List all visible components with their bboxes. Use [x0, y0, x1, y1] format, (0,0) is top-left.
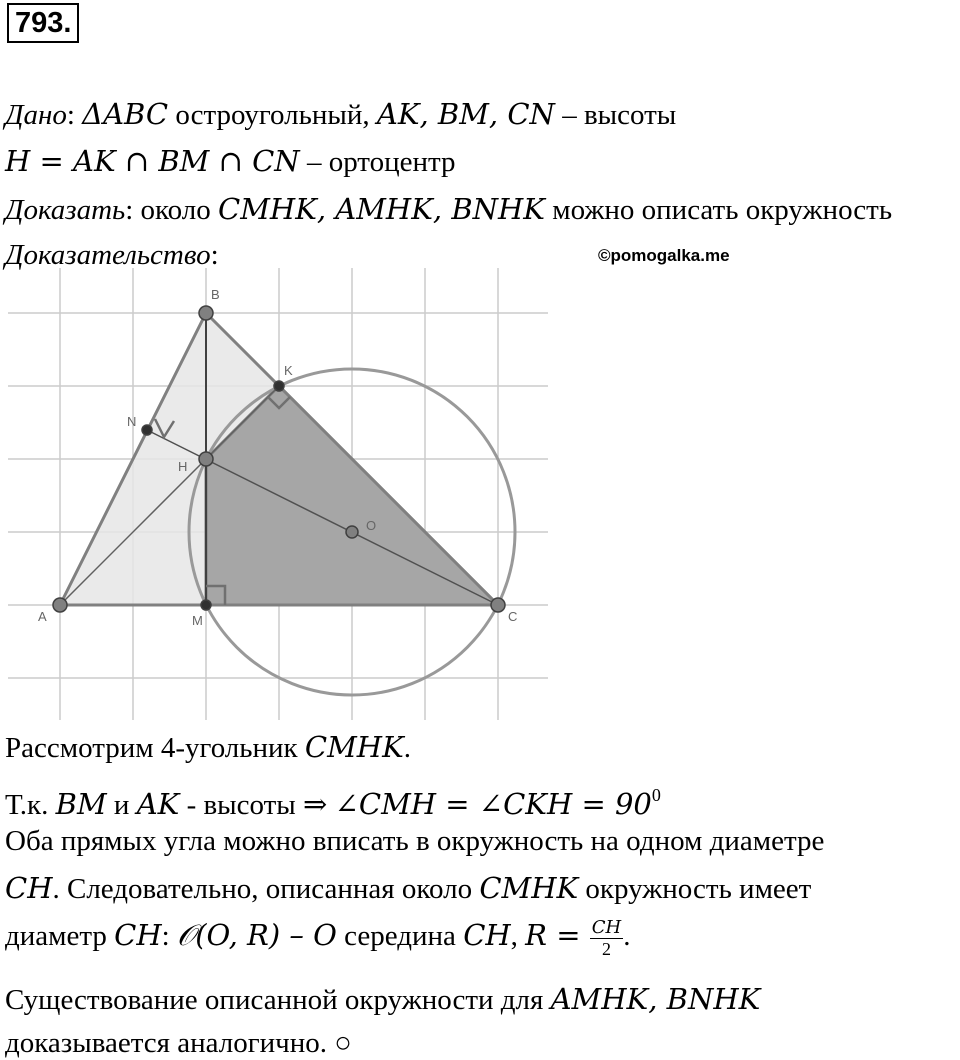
heights-list: AK, BM, CN — [376, 97, 555, 131]
proof-l6-m: AMHK, BNHK — [550, 982, 761, 1016]
label-n: N — [127, 414, 137, 429]
proof-l5-m2: 𝒪(O, R) – O — [176, 918, 337, 953]
prove-line — [5, 192, 892, 227]
fraction-denominator: 2 — [601, 939, 611, 959]
point-b — [199, 306, 213, 320]
proof-l2-m2: AK — [136, 787, 180, 821]
proof-line-1 — [5, 730, 411, 765]
proof-l1-text: Рассмотрим 4-угольник — [5, 732, 305, 764]
proof-l5-b: : — [161, 920, 177, 953]
proof-l4-m1: CH — [5, 871, 53, 905]
point-k — [274, 381, 284, 391]
proof-l1-end: . — [403, 732, 411, 764]
prove-quads: CMHK, AMHK, BNHK — [218, 192, 545, 226]
point-m — [201, 600, 211, 610]
label-k: K — [284, 363, 293, 378]
proof-l5-m4: R = — [525, 918, 590, 953]
point-o — [346, 526, 358, 538]
proof-l4-a: . Следовательно, описанная около — [52, 873, 480, 905]
point-c — [491, 598, 505, 612]
orthocenter-line — [5, 144, 456, 179]
proof-l5-c: середина — [336, 920, 464, 953]
given-text1: остроугольный, — [168, 99, 377, 131]
proof-line-5 — [5, 918, 630, 959]
given-label: Дано — [5, 99, 67, 131]
given-text2: – высоты — [554, 99, 677, 131]
proof-l2-a: Т.к. — [5, 789, 56, 821]
proof-line-3: Оба прямых угла можно вписать в окружность на одном диаметре — [5, 825, 825, 857]
proof-label-line: Доказательство: — [5, 239, 219, 271]
orthocenter-text: – ортоцентр — [299, 146, 456, 178]
watermark: ©pomogalka.me — [598, 246, 730, 265]
proof-l5-d: , — [510, 920, 526, 953]
proof-l5-a: диаметр — [5, 920, 115, 953]
proof-l4-b: окружность имеет — [578, 873, 812, 905]
proof-line-2 — [5, 778, 661, 822]
label-a: A — [38, 609, 47, 624]
prove-text1: : около — [125, 194, 219, 226]
proof-line-4 — [5, 871, 811, 906]
fraction-numerator: CH — [591, 917, 622, 938]
proof-l5-m3: CH — [463, 918, 511, 953]
prove-label: Доказать — [5, 194, 126, 226]
degree-sup: 0 — [651, 785, 661, 805]
proof-l4-m2: CMHK — [479, 871, 579, 905]
label-m: M — [192, 613, 203, 628]
proof-l2-c: - высоты ⇒ — [179, 789, 335, 821]
proof-l2-m1: BM — [55, 787, 107, 821]
proof-l2-m3: ∠CMH = ∠CKH = 90 — [334, 787, 652, 821]
label-h: H — [178, 459, 188, 474]
proof-label: Доказательство — [5, 239, 211, 271]
proof-l1-math: CMHK — [304, 730, 404, 764]
prove-text2: можно описать окружность — [544, 194, 893, 226]
triangle-name: ΔABC — [82, 97, 169, 131]
label-b: B — [211, 287, 220, 302]
proof-line-7: доказывается аналогично. ○ — [5, 1027, 352, 1059]
given-line: Дано: ΔABC остроугольный, AK, BM, CN – высоты — [5, 97, 677, 131]
fraction-ch-2 — [590, 918, 623, 959]
proof-l5-end: . — [623, 920, 631, 953]
point-a — [53, 598, 67, 612]
label-c: C — [508, 609, 518, 624]
point-h — [199, 452, 213, 466]
geometry-figure — [0, 268, 560, 723]
proof-l5-m1: CH — [114, 918, 162, 953]
point-n — [142, 425, 152, 435]
proof-l6-a: Существование описанной окружности для — [5, 984, 551, 1016]
orthocenter-formula: H = AK ∩ BM ∩ CN — [5, 144, 300, 178]
proof-l2-b: и — [106, 789, 137, 821]
label-o: O — [366, 518, 377, 533]
problem-number: 793. — [7, 3, 79, 43]
proof-line-6 — [5, 982, 760, 1017]
